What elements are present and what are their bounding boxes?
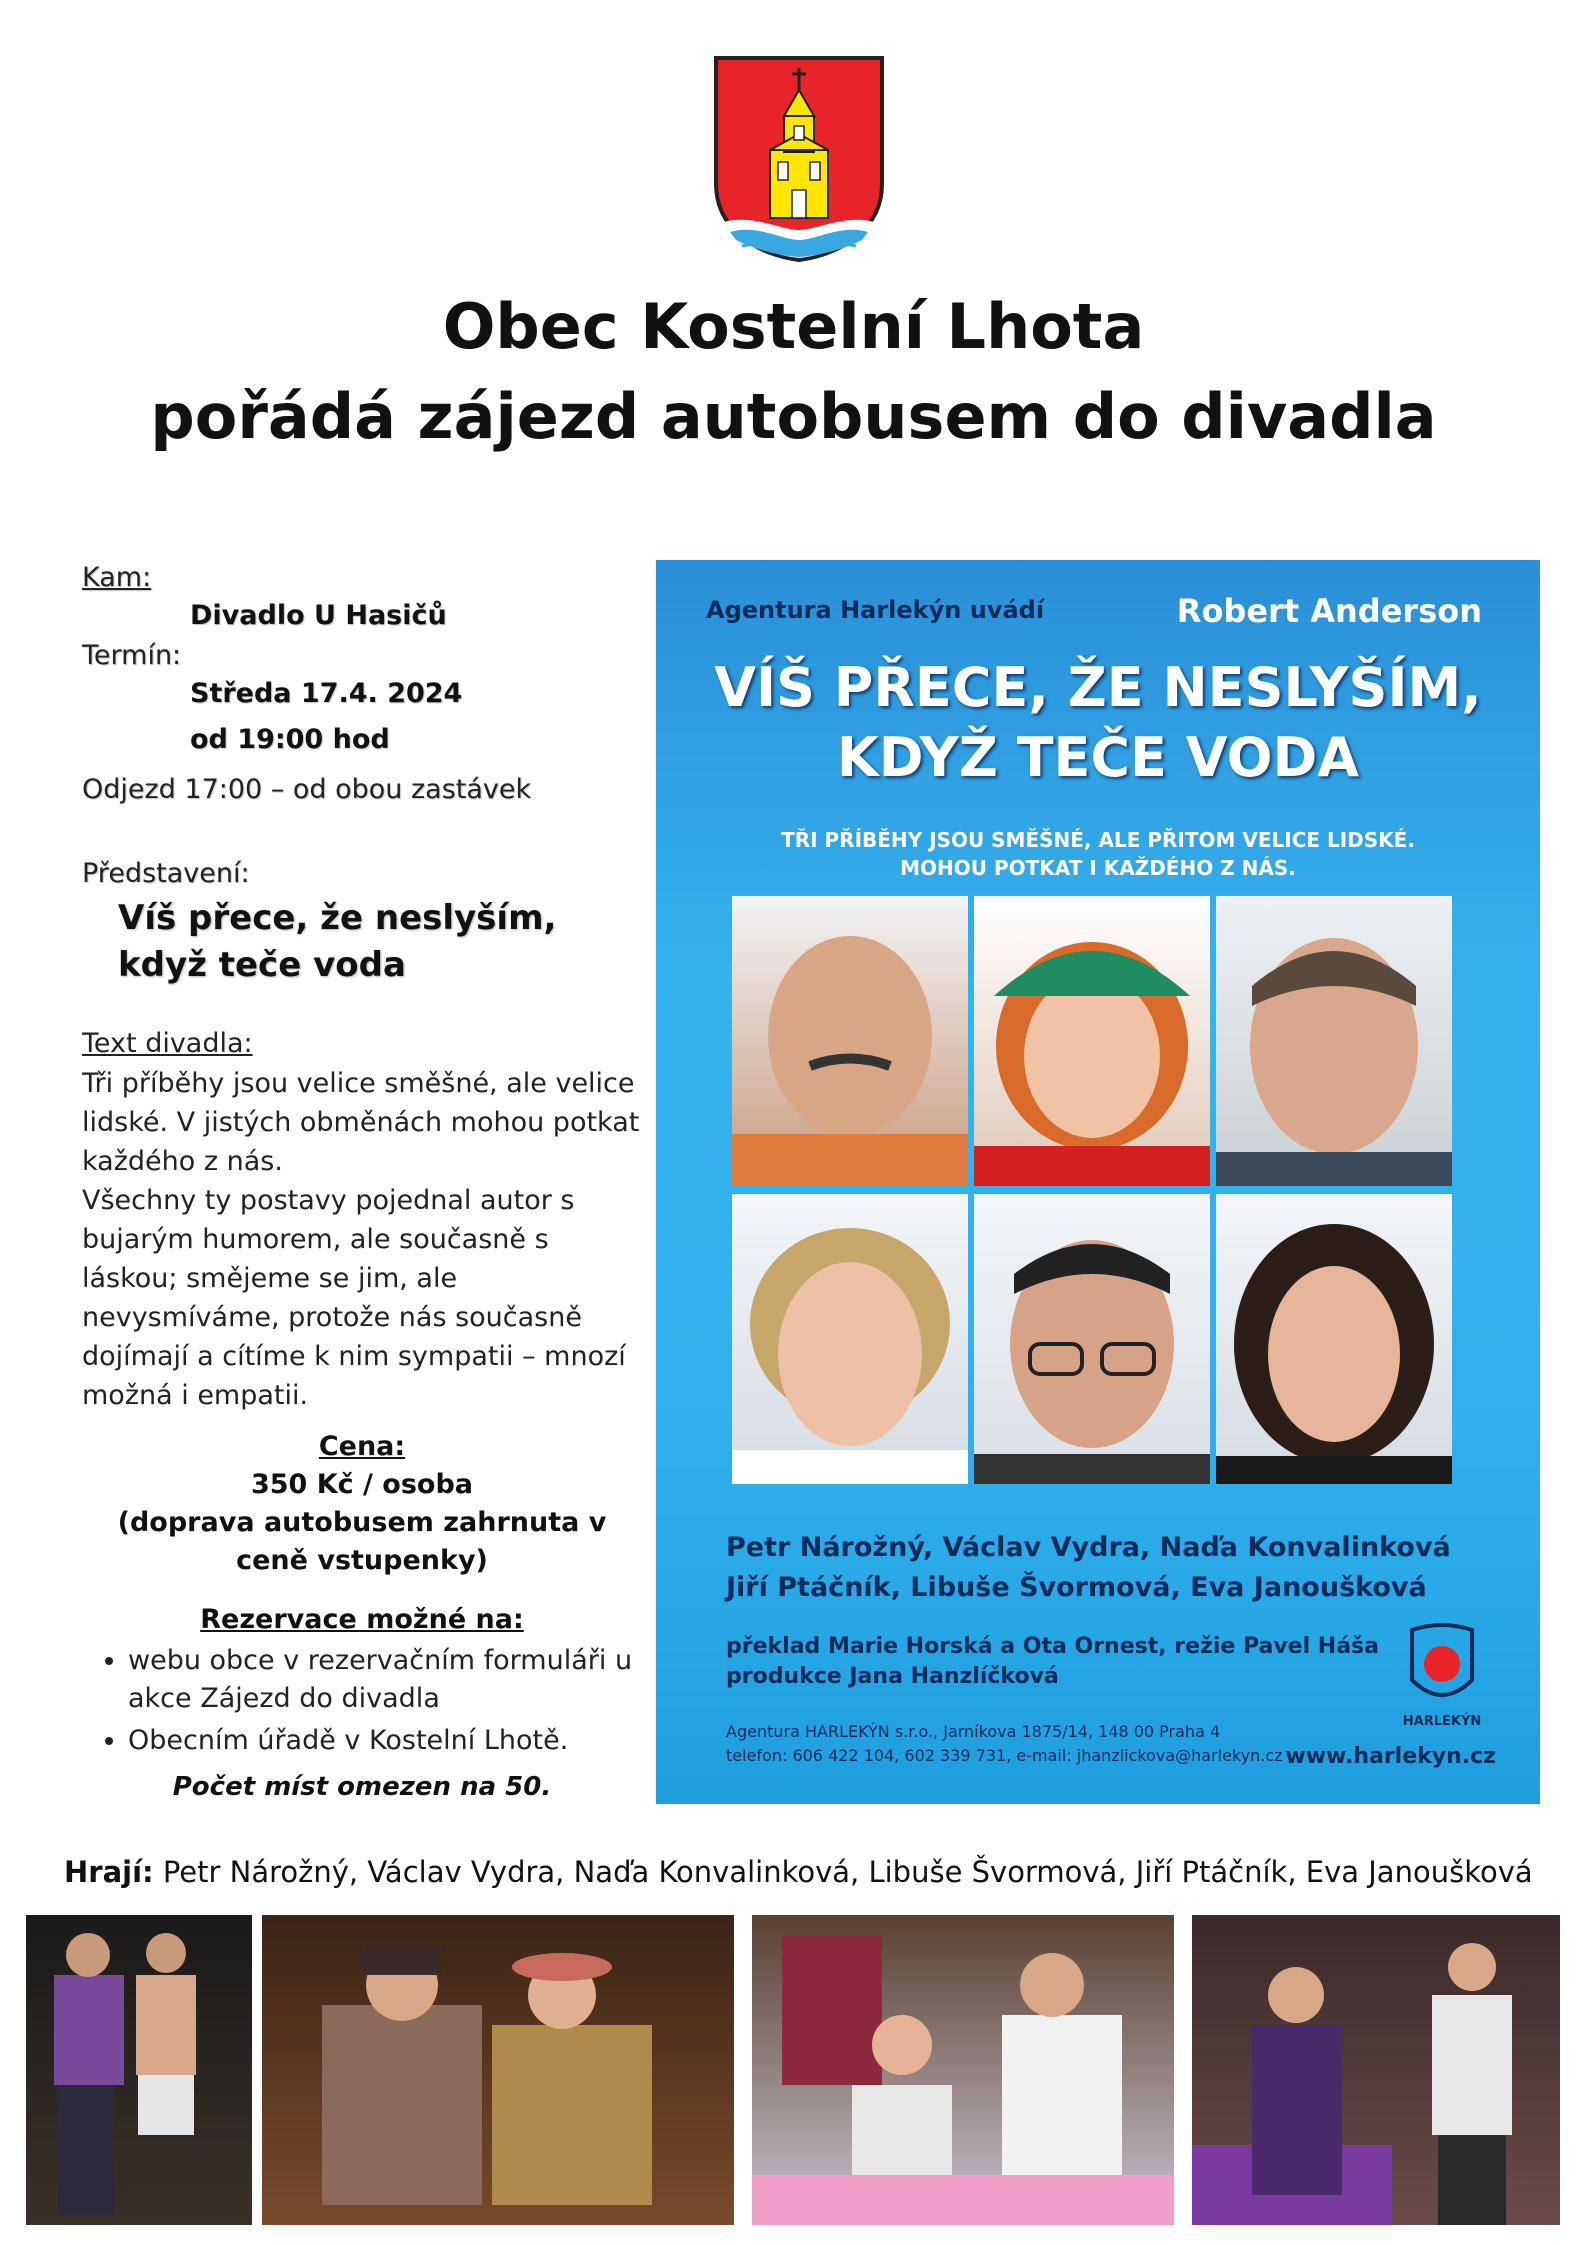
poster-address: Agentura HARLEKÝN s.r.o., Jarníkova 1875/14, 148 00 Praha 4 bbox=[726, 1722, 1221, 1741]
actor-face-icon bbox=[974, 1194, 1210, 1484]
poster-cast-line2: Jiří Ptáčník, Libuše Švormová, Eva Janoušková bbox=[726, 1572, 1427, 1603]
poster-cast-line1: Petr Nárožný, Václav Vydra, Naďa Konvalinková bbox=[726, 1532, 1451, 1563]
reservation-list bbox=[82, 1642, 688, 1764]
stage-scene-icon bbox=[752, 1915, 1174, 2225]
poster-tagline-1: TŘI PŘÍBĚHY JSOU SMĚŠNÉ, ALE PŘITOM VELICE LIDSKÉ. bbox=[781, 828, 1415, 852]
termin-label: Termín: bbox=[82, 640, 182, 671]
termin-date: Středa 17.4. 2024 bbox=[190, 678, 463, 709]
termin-time: od 19:00 hod bbox=[190, 724, 390, 755]
page-title-line1: Obec Kostelní Lhota bbox=[442, 290, 1145, 363]
show-poster bbox=[656, 560, 1540, 1804]
stage-photo bbox=[262, 1915, 734, 2225]
stage-scene-icon bbox=[1192, 1915, 1560, 2225]
text-paragraph-2: Všechny ty postavy pojednal autor s bujarým humorem, ale současně s láskou; smějeme se jim, ale nevysmíváme, protože nás současně dojímají a cítíme k nim sympatii – mnozí možná i empatii. bbox=[82, 1185, 626, 1411]
predstaveni-label: Představení: bbox=[82, 858, 250, 889]
poster-tagline-2: MOHOU POTKAT I KAŽDÉHO Z NÁS. bbox=[900, 856, 1296, 880]
poster-agency: Agentura Harlekýn uvádí bbox=[706, 596, 1045, 624]
stage-scene-icon bbox=[26, 1915, 252, 2225]
cena-block bbox=[82, 1428, 642, 1580]
show-title-line2: když teče voda bbox=[118, 945, 406, 985]
actor-face-icon bbox=[732, 1194, 968, 1484]
text-label: Text divadla: bbox=[82, 1028, 253, 1059]
poster-title-line2: KDYŽ TEČE VODA bbox=[836, 726, 1360, 789]
poster-credits-2: produkce Jana Hanzlíčková bbox=[726, 1664, 1059, 1689]
coat-of-arms bbox=[712, 54, 886, 264]
actor-face-icon bbox=[732, 896, 968, 1186]
harlekyn-logo-text: HARLEKÝN bbox=[1402, 1714, 1482, 1729]
actor-photo bbox=[974, 1194, 1210, 1484]
stage-photo bbox=[752, 1915, 1174, 2225]
mask-icon bbox=[1392, 1620, 1492, 1710]
stage-scene-icon bbox=[262, 1915, 734, 2225]
actor-photo bbox=[732, 896, 968, 1186]
actor-photo bbox=[1216, 896, 1452, 1186]
actor-face-icon bbox=[1216, 896, 1452, 1186]
page-title-line2: pořádá zájezd autobusem do divadla bbox=[150, 380, 1437, 453]
harlekyn-logo bbox=[1392, 1620, 1492, 1732]
cast-names: Petr Nárožný, Václav Vydra, Naďa Konvalinková, Libuše Švormová, Jiří Ptáčník, Eva Janoušková bbox=[153, 1855, 1533, 1889]
show-title-line1: Víš přece, že neslyším, bbox=[118, 898, 557, 938]
reservation-item: • webu obce v rezervačním formuláři u akce Zájezd do divadla bbox=[128, 1642, 688, 1718]
capacity-note: Počet míst omezen na 50. bbox=[172, 1772, 552, 1802]
cena-note: (doprava autobusem zahrnuta v ceně vstupenky) bbox=[117, 1507, 607, 1576]
poster-author: Robert Anderson bbox=[1176, 592, 1482, 630]
poster-title-line1: VÍŠ PŘECE, ŽE NESLYŠÍM, bbox=[714, 656, 1482, 719]
reservation-item: • Obecním úřadě v Kostelní Lhotě. bbox=[128, 1722, 688, 1760]
poster-contact: telefon: 606 422 104, 602 339 731, e-mail: jhanzlickova@harlekyn.cz bbox=[726, 1746, 1283, 1765]
text-paragraph-1: Tři příběhy jsou velice směšné, ale velice lidské. V jistých obměnách mohou potkat každého z nás. bbox=[82, 1068, 640, 1177]
actor-face-icon bbox=[974, 896, 1210, 1186]
actor-photo bbox=[732, 1194, 968, 1484]
cena-label: Cena: bbox=[318, 1431, 406, 1462]
kam-value: Divadlo U Hasičů bbox=[190, 600, 447, 631]
stage-photo bbox=[26, 1915, 252, 2225]
poster-credits-1: překlad Marie Horská a Ota Ornest, režie Pavel Háša bbox=[726, 1634, 1379, 1659]
actor-face-icon bbox=[1216, 1194, 1452, 1484]
cena-value: 350 Kč / osoba bbox=[250, 1469, 474, 1500]
reservation-label: Rezervace možné na: bbox=[200, 1604, 524, 1635]
text-body bbox=[82, 1064, 642, 1415]
kam-label: Kam: bbox=[82, 562, 152, 593]
cast-line bbox=[64, 1855, 1533, 1889]
stage-photo bbox=[1192, 1915, 1560, 2225]
poster-web: www.harlekyn.cz bbox=[1285, 1744, 1496, 1769]
odjezd-text: Odjezd 17:00 – od obou zastávek bbox=[82, 774, 532, 805]
actor-photo bbox=[1216, 1194, 1452, 1484]
cast-label: Hrají: bbox=[64, 1855, 154, 1889]
actor-photo bbox=[974, 896, 1210, 1186]
